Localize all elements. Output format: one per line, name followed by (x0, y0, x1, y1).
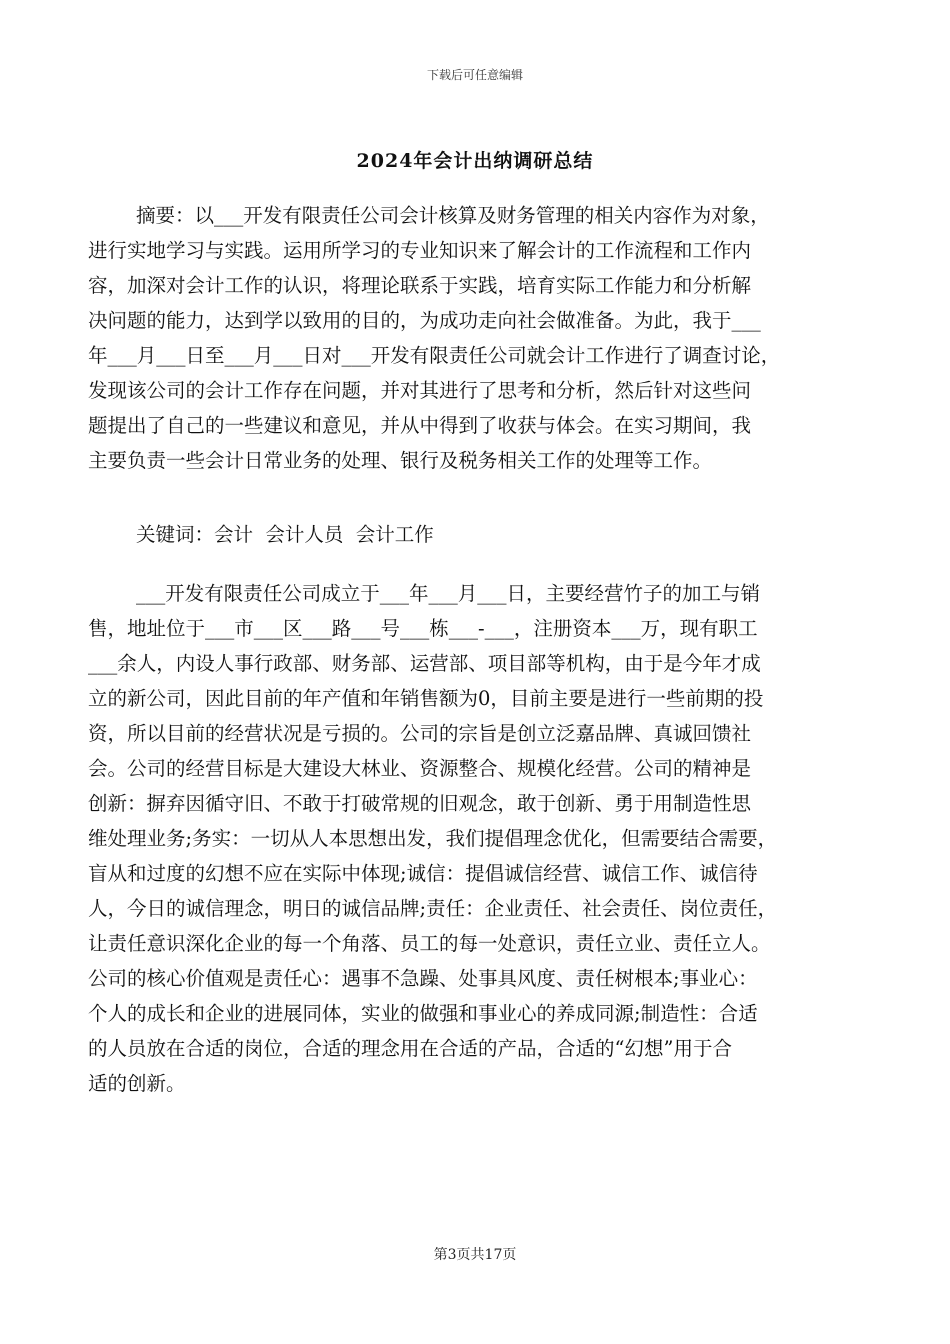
body-line: 公司的核心价值观是责任心：遇事不急躁、处事具风度、责任树根本;事业心： (88, 967, 758, 990)
document-title: 2024年会计出纳调研总结 (356, 150, 594, 172)
body-line: 资，所以目前的经营状况是亏损的。公司的宗旨是创立泛嘉品牌、真诚回馈社 (88, 722, 752, 745)
abstract-line: 年___月___日至___月___日对___开发有限责任公司就会计工作进行了调查讨论， (88, 344, 781, 367)
body-line: 个人的成长和企业的进展同体，实业的做强和事业心的养成同源;制造性：合适 (88, 1002, 758, 1025)
header-note: 下载后可任意编辑 (426, 68, 523, 82)
body-line: 人，今日的诚信理念，明日的诚信品牌;责任：企业责任、社会责任、岗位责任， (88, 897, 778, 920)
abstract-line: 题提出了自己的一些建议和意见，并从中得到了收获与体会。在实习期间，我 (88, 414, 752, 437)
body-line: ___余人，内设人事行政部、财务部、运营部、项目部等机构，由于是今年才成 (88, 652, 761, 675)
body-line: 适的创新。 (88, 1072, 186, 1095)
body-line: 的人员放在合适的岗位，合适的理念用在合适的产品，合适的“幻想”用于合 (88, 1037, 732, 1060)
body-line: 立的新公司，因此目前的年产值和年销售额为0，目前主要是进行一些前期的投 (88, 687, 764, 710)
body-line: ___开发有限责任公司成立于___年___月___日，主要经营竹子的加工与销 (136, 582, 761, 605)
body-line: 创新：摒弃因循守旧、不敢于打破常规的旧观念，敢于创新、勇于用制造性思 (88, 792, 752, 815)
body-line: 售，地址位于___市___区___路___号___栋___-___，注册资本___万，现有职工 (88, 617, 758, 640)
abstract-line: 容，加深对会计工作的认识，将理论联系于实践，培育实际工作能力和分析解 (88, 274, 752, 297)
abstract-line: 摘要：以___开发有限责任公司会计核算及财务管理的相关内容作为对象， (136, 204, 770, 227)
abstract-line: 进行实地学习与实践。运用所学习的专业知识来了解会计的工作流程和工作内 (88, 239, 752, 262)
body-line: 盲从和过度的幻想不应在实际中体现;诚信：提倡诚信经营、诚信工作、诚信待 (88, 862, 758, 885)
body-line: 维处理业务;务实：一切从人本思想出发，我们提倡理念优化，但需要结合需要， (88, 827, 778, 850)
abstract-line: 发现该公司的会计工作存在问题，并对其进行了思考和分析，然后针对这些问 (88, 379, 752, 402)
abstract-line: 主要负责一些会计日常业务的处理、银行及税务相关工作的处理等工作。 (88, 449, 713, 472)
body-line: 让责任意识深化企业的每一个角落、员工的每一处意识，责任立业、责任立人。 (88, 932, 771, 955)
page-number: 第3页共17页 (433, 1247, 517, 1263)
keywords-line: 关键词：会计 会计人员 会计工作 (136, 523, 434, 546)
abstract-line: 决问题的能力，达到学以致用的目的，为成功走向社会做准备。为此，我于___ (88, 309, 761, 332)
body-line: 会。公司的经营目标是大建设大林业、资源整合、规模化经营。公司的精神是 (88, 757, 752, 780)
